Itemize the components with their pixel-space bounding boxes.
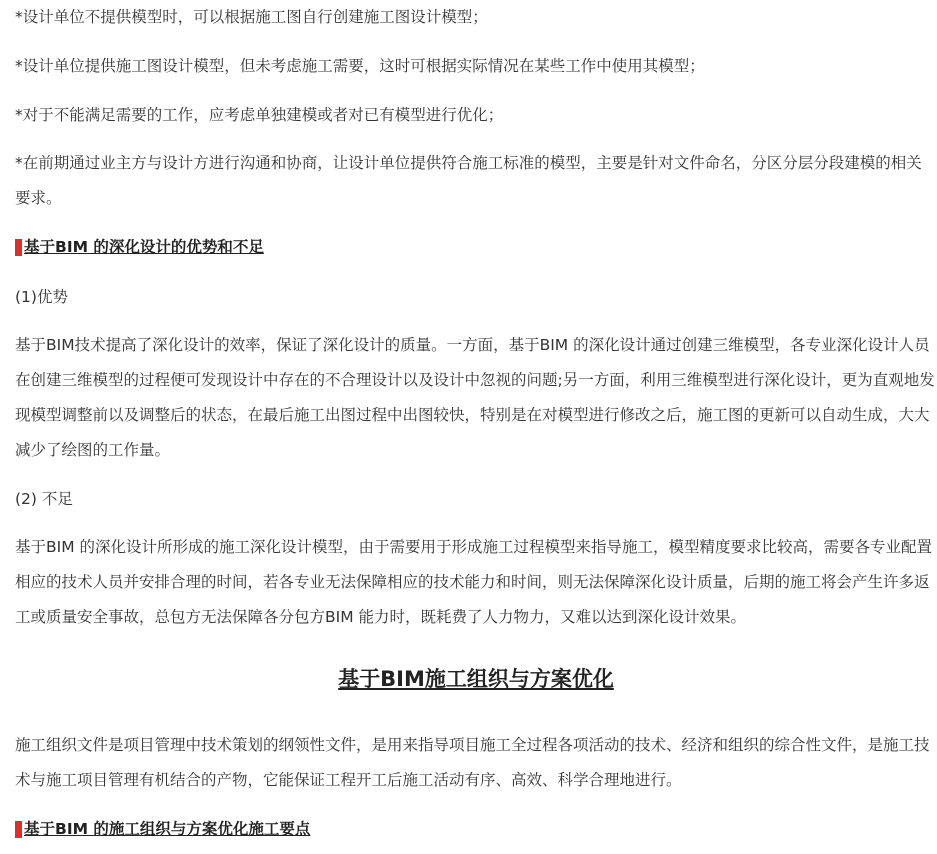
section-heading-org-points [15, 818, 310, 840]
bullet-paragraph: *设计单位不提供模型时，可以根据施工图自行创建施工图设计模型； [15, 8, 488, 26]
heading-marker-icon [15, 821, 22, 838]
heading-marker-icon [15, 239, 22, 256]
bullet-paragraph: *对于不能满足需要的工作，应考虑单独建模或者对已有模型进行优化； [15, 106, 504, 124]
bullet-paragraph: *设计单位提供施工图设计模型，但未考虑施工需要，这时可根据实际情况在某些工作中使用其模型； [15, 57, 705, 75]
section-heading-text: 基于BIM 的深化设计的优势和不足 [24, 238, 264, 256]
shortcoming-paragraph: 基于BIM 的深化设计所形成的施工深化设计模型，由于需要用于形成施工过程模型来指导施工，模型精度要求比较高，需要各专业配置相应的技术人员并安排合理的时间，若各专业无法保障相应的技术能力和时间，则无法保障深化设计质量，后期的施工将会产生许多返工或质量安全事故，总包方无法保障各分包方BIM 能力时，既耗费了人力物力，又难以达到深化设计效果。 [15, 538, 933, 626]
advantage-paragraph: 基于BIM技术提高了深化设计的效率，保证了深化设计的质量。一方面，基于BIM 的深化设计通过创建三维模型，各专业深化设计人员在创建三维模型的过程便可发现设计中存在的不合理设计以及设计中忽视的问题;另一方面，利用三维模型进行深化设计，更为直观地发现模型调整前以及调整后的状态，在最后施工出图过程中出图较快，特别是在对模型进行修改之后，施工图的更新可以自动生成，大大减少了绘图的工作量。 [15, 336, 935, 459]
page-title: 基于BIM施工组织与方案优化 [338, 667, 614, 691]
org-intro-paragraph: 施工组织文件是项目管理中技术策划的纲领性文件，是用来指导项目施工全过程各项活动的技术、经济和组织的综合性文件，是施工技术与施工项目管理有机结合的产物，它能保证工程开工后施工活动有序、高效、科学合理地进行。 [15, 736, 930, 789]
advantage-label: (1)优势 [15, 288, 68, 306]
shortcoming-label: (2) 不足 [15, 490, 73, 508]
section-heading-deepening [15, 236, 264, 258]
bullet-paragraph: *在前期通过业主方与设计方进行沟通和协商，让设计单位提供符合施工标准的模型，主要是针对文件命名，分区分层分段建模的相关要求。 [15, 154, 922, 207]
section-heading-text: 基于BIM 的施工组织与方案优化施工要点 [24, 820, 311, 838]
